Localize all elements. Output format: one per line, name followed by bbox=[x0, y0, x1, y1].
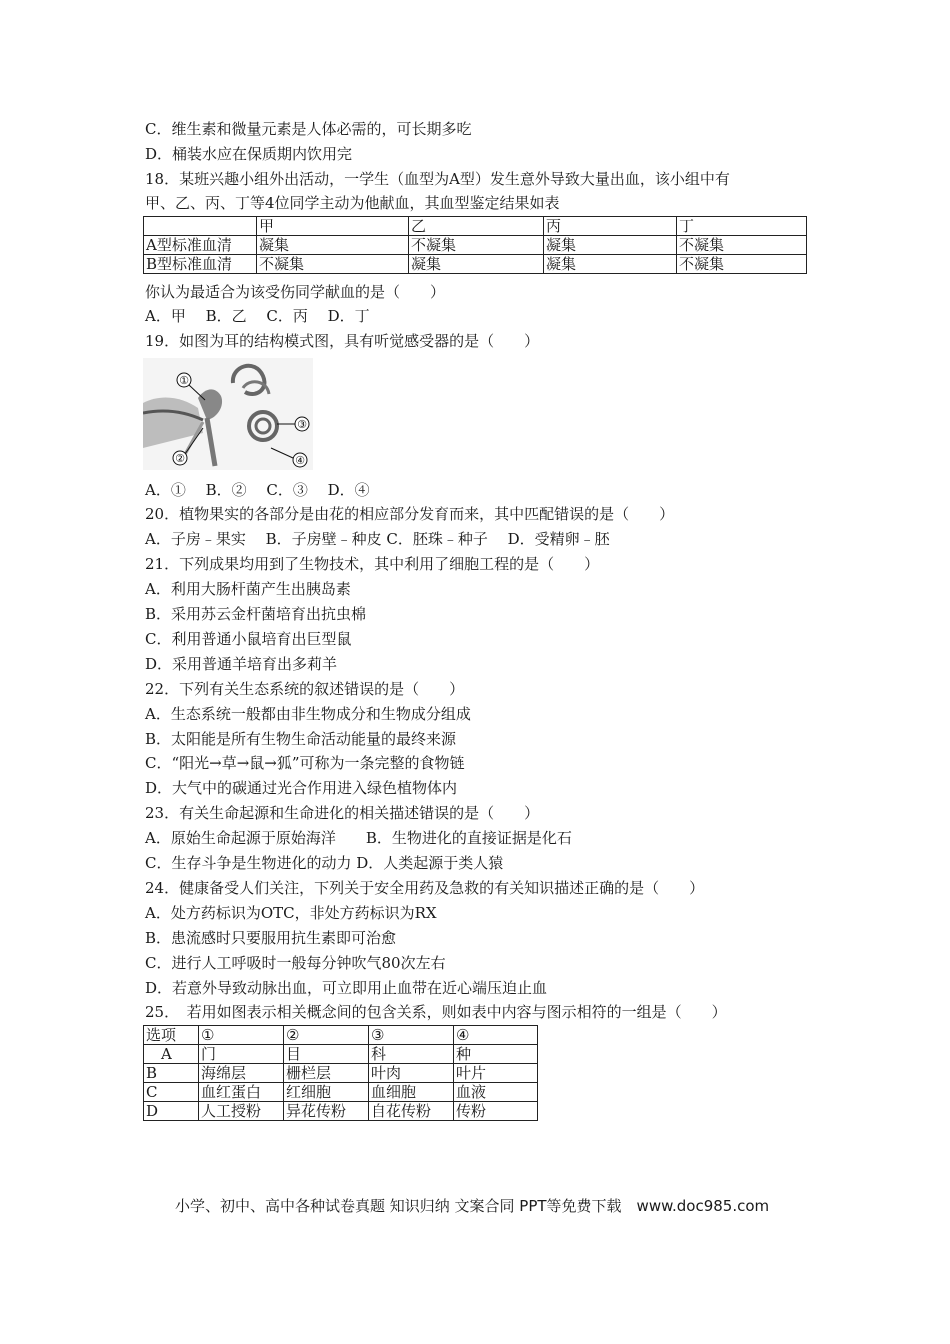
table-cell: 栅栏层 bbox=[284, 1064, 369, 1083]
table-cell: 人工授粉 bbox=[199, 1102, 284, 1121]
table-cell: 红细胞 bbox=[284, 1083, 369, 1102]
q24-option-d: D．若意外导致动脉出血，可立即用止血带在近心端压迫止血 bbox=[145, 979, 548, 997]
q22-option-a: A．生态系统一般都由非生物成分和生物成分组成 bbox=[145, 705, 471, 723]
q22-option-d: D．大气中的碳通过光合作用进入绿色植物体内 bbox=[145, 779, 458, 797]
figure-label-3: ③ bbox=[297, 418, 307, 431]
q21-stem: 21．下列成果均用到了生物技术，其中利用了细胞工程的是（ ） bbox=[145, 555, 600, 573]
q23-options-cd: C．生存斗争是生物进化的动力 D．人类起源于类人猿 bbox=[145, 854, 504, 872]
table-cell: 甲 bbox=[257, 217, 409, 236]
table-cell: 血红蛋白 bbox=[199, 1083, 284, 1102]
q23-stem: 23．有关生命起源和生命进化的相关描述错误的是（ ） bbox=[145, 804, 540, 822]
table-cell: C bbox=[144, 1083, 199, 1102]
table-cell: 异花传粉 bbox=[284, 1102, 369, 1121]
q24-option-a: A．处方药标识为OTC，非处方药标识为RX bbox=[145, 904, 437, 922]
q21-option-a: A．利用大肠杆菌产生出胰岛素 bbox=[145, 580, 351, 598]
figure-label-1: ① bbox=[179, 374, 189, 387]
q22-stem: 22．下列有关生态系统的叙述错误的是（ ） bbox=[145, 680, 465, 698]
table-cell: ③ bbox=[369, 1026, 454, 1045]
q21-option-b: B．采用苏云金杆菌培育出抗虫棉 bbox=[145, 605, 367, 623]
table-row bbox=[144, 1045, 538, 1064]
q18-stem-line2: 甲、乙、丙、丁等4位同学主动为他献血，其血型鉴定结果如表 bbox=[145, 194, 560, 212]
table-row bbox=[144, 255, 807, 274]
figure-label-2: ② bbox=[175, 452, 185, 465]
q18-question: 你认为最适合为该受伤同学献血的是（ ） bbox=[145, 283, 446, 301]
q17-option-c: C．维生素和微量元素是人体必需的，可长期多吃 bbox=[145, 120, 472, 138]
table-cell: 目 bbox=[284, 1045, 369, 1064]
table-cell: B型标准血清 bbox=[144, 255, 257, 274]
table-cell: ② bbox=[284, 1026, 369, 1045]
table-cell: 丁 bbox=[677, 217, 807, 236]
q23-options-ab: A．原始生命起源于原始海洋 B．生物进化的直接证据是化石 bbox=[145, 829, 572, 847]
q25-stem: 25． 若用如图表示相关概念间的包含关系，则如表中内容与图示相符的一组是（ ） bbox=[145, 1003, 727, 1021]
table-cell: 选项 bbox=[144, 1026, 199, 1045]
table-cell: B bbox=[144, 1064, 199, 1083]
blood-type-table bbox=[143, 216, 807, 274]
q19-stem: 19．如图为耳的结构模式图，具有听觉感受器的是（ ） bbox=[145, 332, 540, 350]
table-cell: 叶片 bbox=[454, 1064, 538, 1083]
table-cell: ④ bbox=[454, 1026, 538, 1045]
table-cell: 丙 bbox=[544, 217, 677, 236]
table-cell: D bbox=[144, 1102, 199, 1121]
table-cell: 海绵层 bbox=[199, 1064, 284, 1083]
table-cell: 不凝集 bbox=[257, 255, 409, 274]
q20-options: A．子房﹣果实 B．子房壁﹣种皮 C．胚珠﹣种子 D．受精卵﹣胚 bbox=[145, 530, 610, 548]
table-cell: 乙 bbox=[409, 217, 544, 236]
table-cell: 自花传粉 bbox=[369, 1102, 454, 1121]
table-cell: 凝集 bbox=[544, 255, 677, 274]
q19-options: A．① B．② C．③ D．④ bbox=[145, 481, 370, 499]
table-header-row bbox=[144, 1026, 538, 1045]
ear-structure-figure bbox=[143, 358, 313, 470]
q24-stem: 24．健康备受人们关注，下列关于安全用药及急救的有关知识描述正确的是（ ） bbox=[145, 879, 705, 897]
table-row bbox=[144, 1102, 538, 1121]
table-cell: ① bbox=[199, 1026, 284, 1045]
table-cell: 种 bbox=[454, 1045, 538, 1064]
table-cell: 血细胞 bbox=[369, 1083, 454, 1102]
table-cell: 科 bbox=[369, 1045, 454, 1064]
table-cell: A bbox=[144, 1045, 199, 1064]
table-cell: 不凝集 bbox=[677, 236, 807, 255]
table-cell: 不凝集 bbox=[677, 255, 807, 274]
q20-stem: 20．植物果实的各部分是由花的相应部分发育而来，其中匹配错误的是（ ） bbox=[145, 505, 675, 523]
figure-label-4: ④ bbox=[295, 454, 305, 467]
q18-stem-line1: 18．某班兴趣小组外出活动，一学生（血型为A型）发生意外导致大量出血，该小组中有 bbox=[145, 170, 730, 188]
q24-option-b: B．患流感时只要服用抗生素即可治愈 bbox=[145, 929, 397, 947]
table-cell: 门 bbox=[199, 1045, 284, 1064]
table-row bbox=[144, 236, 807, 255]
table-header-row bbox=[144, 217, 807, 236]
table-row bbox=[144, 1083, 538, 1102]
concept-inclusion-table bbox=[143, 1025, 538, 1121]
table-cell: 传粉 bbox=[454, 1102, 538, 1121]
table-row bbox=[144, 1064, 538, 1083]
q24-option-c: C．进行人工呼吸时一般每分钟吹气80次左右 bbox=[145, 954, 446, 972]
q17-option-d: D．桶装水应在保质期内饮用完 bbox=[145, 145, 353, 163]
q21-option-c: C．利用普通小鼠培育出巨型鼠 bbox=[145, 630, 352, 648]
q22-option-b: B．太阳能是所有生物生命活动能量的最终来源 bbox=[145, 730, 457, 748]
page-footer: 小学、初中、高中各种试卷真题 知识归纳 文案合同 PPT等免费下载 www.doc985.com bbox=[175, 1197, 770, 1215]
table-cell: 血液 bbox=[454, 1083, 538, 1102]
table-cell: A型标准血清 bbox=[144, 236, 257, 255]
table-cell: 不凝集 bbox=[409, 236, 544, 255]
table-cell: 叶肉 bbox=[369, 1064, 454, 1083]
q22-option-c: C．“阳光→草→鼠→狐”可称为一条完整的食物链 bbox=[145, 754, 465, 772]
q18-options: A．甲 B．乙 C．丙 D．丁 bbox=[145, 307, 370, 325]
table-cell: 凝集 bbox=[257, 236, 409, 255]
table-cell bbox=[144, 217, 257, 236]
q21-option-d: D．采用普通羊培育出多莉羊 bbox=[145, 655, 338, 673]
table-cell: 凝集 bbox=[409, 255, 544, 274]
table-cell: 凝集 bbox=[544, 236, 677, 255]
